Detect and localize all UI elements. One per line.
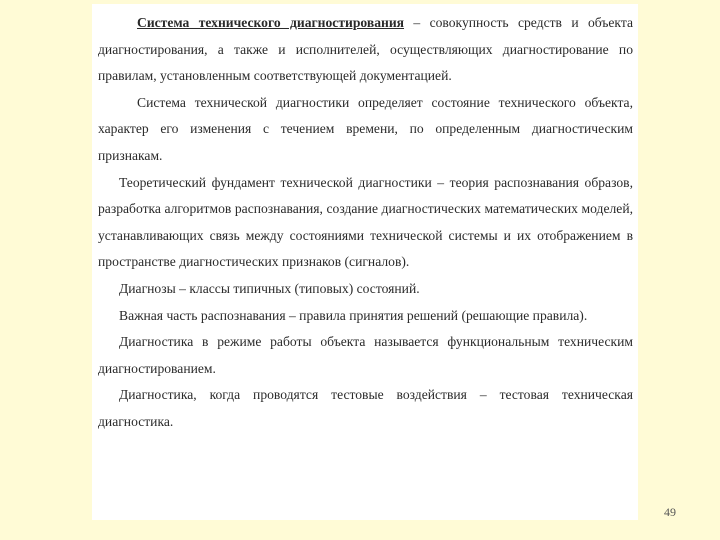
paragraph-definition xyxy=(98,10,633,90)
paragraph-system: Система технической диагностики определяет состояние технического объекта, характер его изменения с течением времени, по определенным диагностическим признакам. xyxy=(98,94,633,163)
page-number: 49 xyxy=(664,505,676,519)
paragraph-theory: Теоретический фундамент технической диагностики – теория распознавания образов, разработка алгоритмов распознавания, создание диагностических математических моделей, устанавливающих связь между состояниями технической системы и их отображением в пространстве диагностических признаков (сигналов). xyxy=(98,174,633,270)
document-page xyxy=(92,4,638,520)
defined-term: Система технического диагностирования xyxy=(137,15,405,30)
paragraph-functional-diagnostics: Диагностика в режиме работы объекта называется функциональным техническим диагностированием. xyxy=(98,334,633,376)
paragraph-test-diagnostics: Диагностика, когда проводятся тестовые воздействия – тестовая техническая диагностика. xyxy=(98,387,633,429)
document-body xyxy=(98,10,633,436)
paragraph-diagnoses: Диагнозы – классы типичных (типовых) состояний. xyxy=(119,280,420,296)
definition-text: – совокупность средств и объекта диагностирования, а также и исполнителей, осуществляющих диагностирование по правилам, установленным соответствующей документацией. xyxy=(98,15,634,84)
paragraph-decision-rules: Важная часть распознавания – правила принятия решений (решающие правила). xyxy=(119,307,588,323)
